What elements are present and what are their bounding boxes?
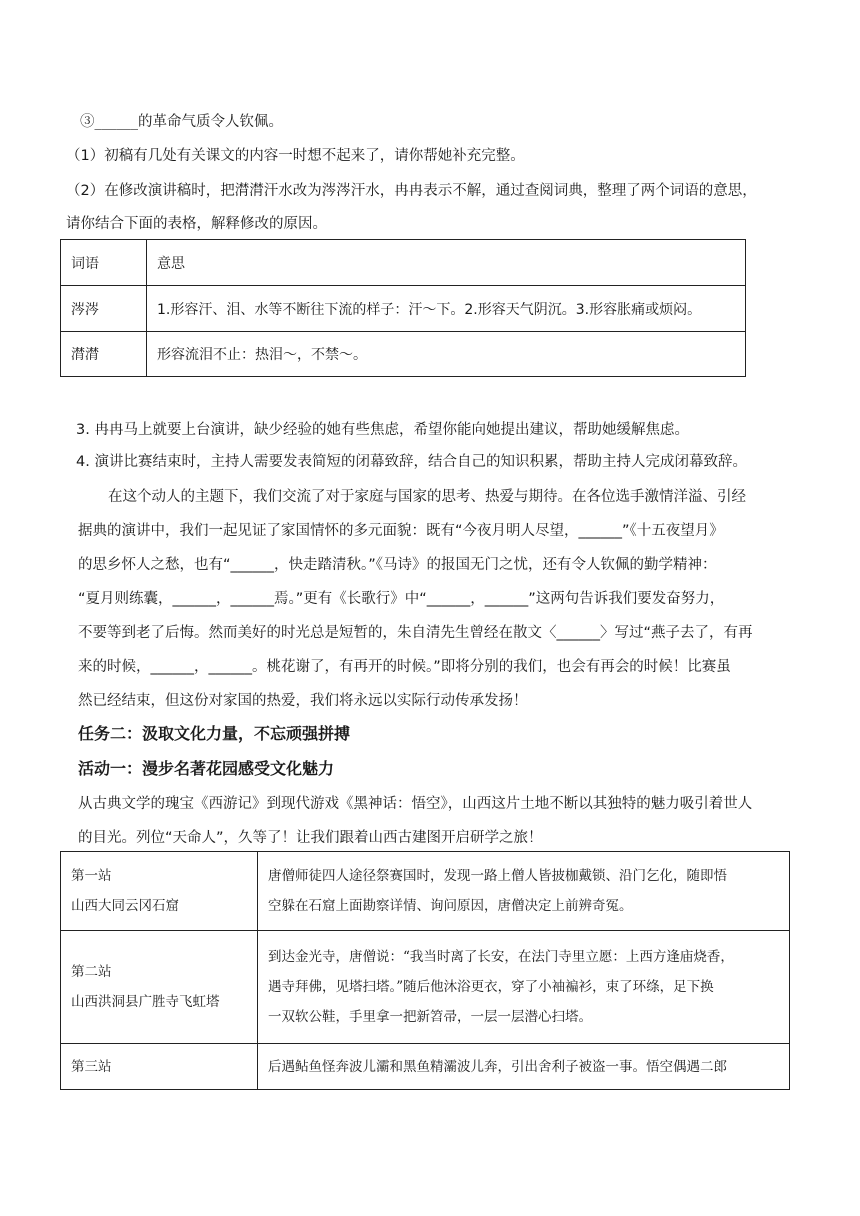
paragraph-line: 在这个动人的主题下，我们交流了对于家庭与国家的思考、热爱与期待。在各位选手激情洋溢、引经: [108, 489, 746, 505]
word-cell: 潸潸: [61, 332, 147, 377]
question-1: （1）初稿有几处有关课文的内容一时想不起来了，请你帮她补充完整。: [66, 148, 525, 164]
station-text-line: 空躲在石窟上面勘察详情、询问原因，唐僧决定上前辨奇冤。: [268, 898, 633, 914]
paragraph-line: 的思乡怀人之愁，也有“______，快走踏清秋。”《马诗》的报国无门之忧，还有令人钦佩的勤学精神：: [78, 557, 717, 573]
station-text-line: 到达金光寺，唐僧说：“我当时离了长安，在法门寺里立愿：上西方逢庙烧香，: [268, 949, 734, 965]
meaning-cell: 1.形容汗、泪、水等不断往下流的样子：汗～下。2.形容天气阴沉。3.形容胀痛或烦闷。: [147, 286, 746, 332]
question-2-line-1: （2）在修改演讲稿时，把潸潸汗水改为涔涔汗水，冉冉表示不解，通过查阅词典，整理了两个词语的意思，: [66, 183, 757, 199]
station-text-line: 唐僧师徒四人途径祭赛国时，发现一路上僧人皆披枷戴锁、沿门乞化，随即悟: [268, 868, 727, 884]
intro-line: 从古典文学的瑰宝《西游记》到现代游戏《黑神话：悟空》，山西这片土地不断以其独特的魅力吸引着世人: [78, 796, 753, 812]
station-place: 山西洪洞县广胜寺飞虹塔: [71, 994, 220, 1010]
activity-1-heading: 活动一：漫步名著花园感受文化魅力: [78, 759, 335, 778]
stations-table: [60, 851, 790, 1090]
station-text-line: 后遇鲇鱼怪奔波儿灞和黑鱼精灞波儿奔，引出舍利子被盗一事。悟空偶遇二郎: [268, 1058, 727, 1075]
station-label: 第二站: [71, 964, 112, 980]
station-label: 第三站: [71, 1058, 112, 1075]
blank-line: ③______的革命气质令人钦佩。: [80, 114, 283, 130]
table-header-row: [61, 240, 746, 286]
intro-line: 的目光。列位“天命人”，久等了！让我们跟着山西古建图开启研学之旅！: [78, 830, 543, 846]
paragraph-line: 不要等到老了后悔。然而美好的时光总是短暂的，朱自清先生曾经在散文〈______〉写过“燕子去了，有再: [78, 625, 753, 641]
station-row: [61, 931, 790, 1044]
station-text-line: 一双软公鞋，手里拿一把新笤帚，一层一层潜心扫塔。: [268, 1009, 592, 1025]
paragraph-line: 来的时候，______，______。桃花谢了，有再开的时候。”即将分别的我们，也会有再会的时候！比赛虽: [78, 659, 731, 675]
paragraph-line: “夏月则练囊，______，______焉。”更有《长歌行》中“______，______”这两句告诉我们要发奋努力，: [78, 591, 725, 607]
station-text-line: 遇寺拜佛，见塔扫塔。”随后他沐浴更衣，穿了小袖褊衫，束了环绦，足下换: [268, 979, 714, 995]
station-text-cell: [258, 852, 790, 931]
station-text-cell: [258, 1044, 790, 1090]
station-label: 第一站: [71, 868, 112, 884]
paragraph-line: 据典的演讲中，我们一起见证了家国情怀的多元面貌：既有“今夜月明人尽望，______”《十五夜望月》: [78, 523, 724, 539]
paragraph-line: 然已经结束，但这份对家国的热爱，我们将永远以实际行动传承发扬！: [78, 693, 528, 709]
station-row: [61, 1044, 790, 1090]
station-text-cell: [258, 931, 790, 1044]
word-meaning-table: [60, 239, 746, 377]
word-cell: 涔涔: [61, 286, 147, 332]
task-2-heading: 任务二：汲取文化力量，不忘顽强拼搏: [78, 724, 351, 743]
meaning-cell: 形容流泪不止：热泪～，不禁～。: [147, 332, 746, 377]
table-row: [61, 286, 746, 332]
question-2-line-2: 请你结合下面的表格，解释修改的原因。: [66, 216, 327, 232]
station-label-cell: [61, 1044, 258, 1090]
table-row: [61, 332, 746, 377]
question-3: 3. 冉冉马上就要上台演讲，缺少经验的她有些焦虑，希望你能向她提出建议，帮助她缓解焦虑。: [76, 422, 689, 438]
header-meaning: 意思: [147, 240, 746, 286]
header-word: 词语: [61, 240, 147, 286]
station-row: [61, 852, 790, 931]
station-place: 山西大同云冈石窟: [71, 898, 179, 914]
station-label-cell: [61, 852, 258, 931]
question-4: 4. 演讲比赛结束时，主持人需要发表简短的闭幕致辞，结合自己的知识积累，帮助主持人完成闭幕致辞。: [76, 454, 747, 470]
station-label-cell: [61, 931, 258, 1044]
